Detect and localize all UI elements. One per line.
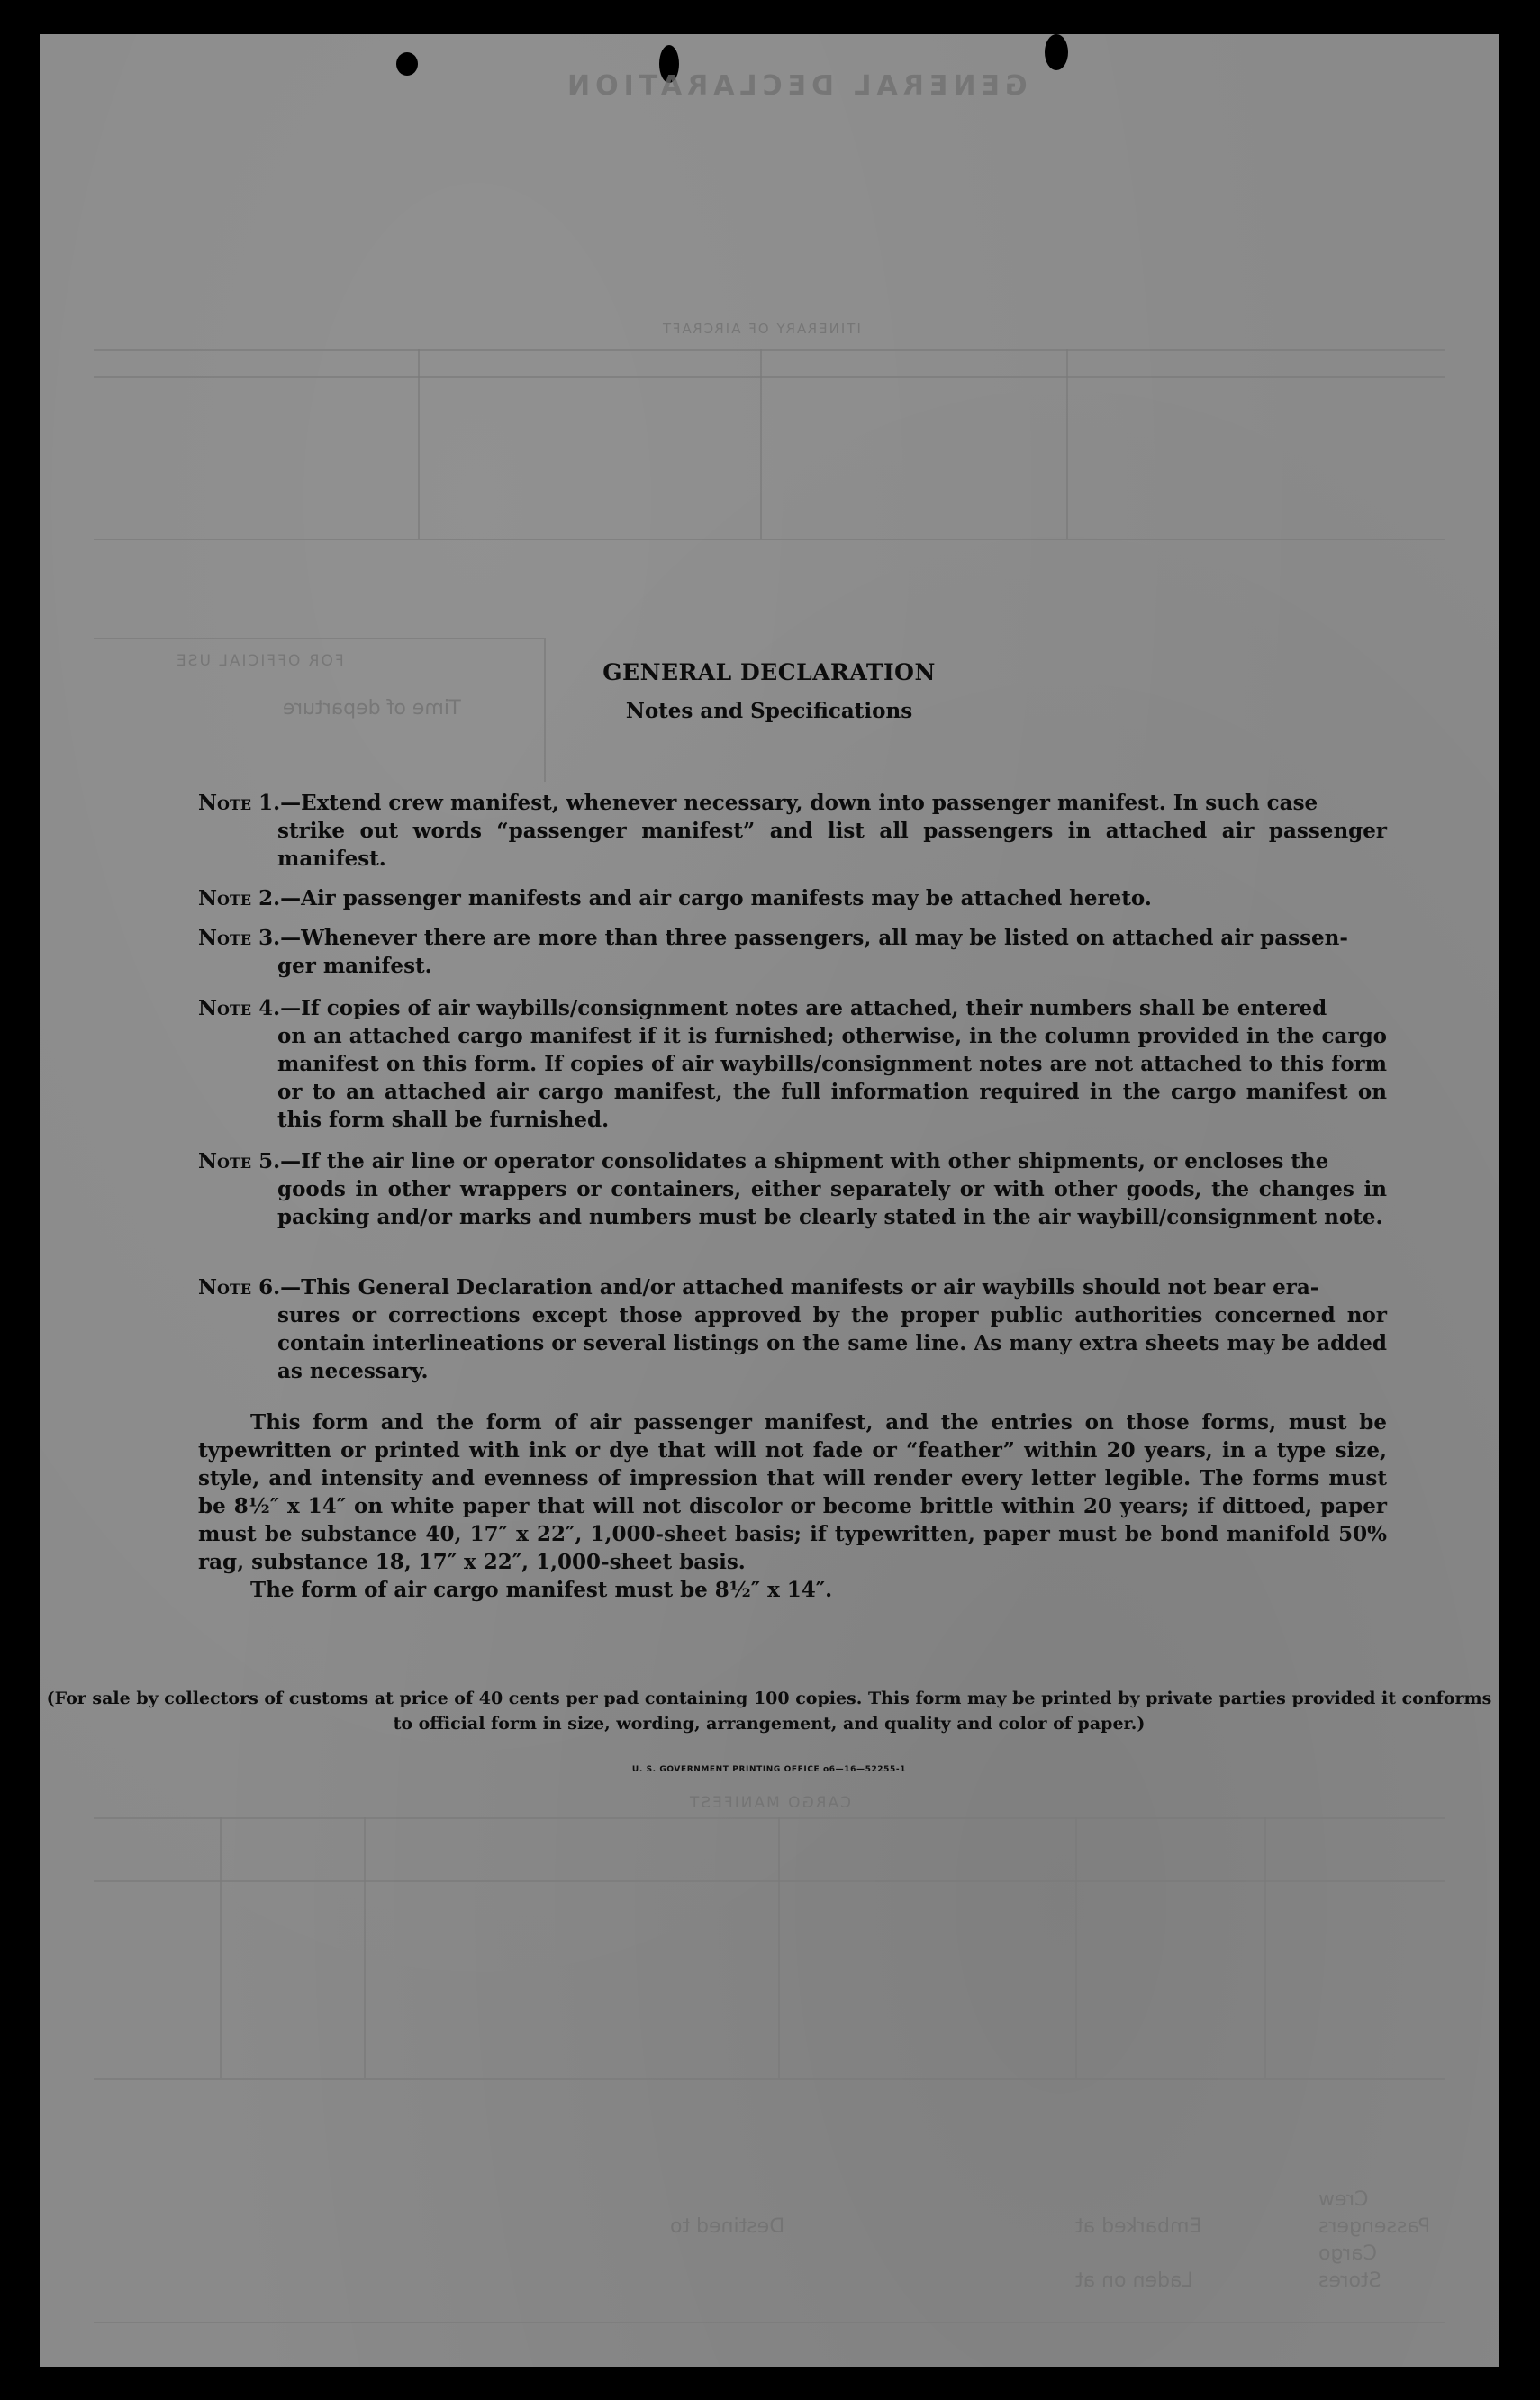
- note-4: [198, 994, 1387, 1134]
- ghost-column: [1264, 1817, 1266, 2078]
- note-label: Note 1.: [198, 791, 281, 815]
- ghost-column: [760, 349, 762, 539]
- document-page: [40, 34, 1499, 2367]
- ghost-itinerary: ITINERARY OF AIRCRAFT: [661, 321, 861, 337]
- note-6: [198, 1273, 1387, 1385]
- printing-office-line: U. S. GOVERNMENT PRINTING OFFICE o6—16—52255-1: [631, 1765, 907, 1774]
- note-text: —If copies of air waybills/consignment notes are attached, their numbers shall be entered: [280, 996, 1327, 1020]
- ghost-official-use: FOR OFFICIAL USE: [175, 652, 344, 670]
- ghost-column: [1075, 1817, 1077, 2078]
- specification-paragraph: This form and the form of air passenger manifest, and the entries on those forms, must be typewritten or printed with ink or dye that will not fade or “feather” within 20 years, in a type size, style, and intensity and evenness of impression that will render every letter legible. The forms must be 8½″ x 14″ on white paper that will not discolor or become brittle within 20 years; if dittoed, paper must be substance 40, 17″ x 22″, 1,000-sheet basis; if typewritten, paper must be bond manifold 50% rag, substance 18, 17″ x 22″, 1,000-sheet basis.: [198, 1410, 1387, 1574]
- ghost-rule: [94, 376, 1445, 378]
- ghost-cargo-label: Cargo: [1318, 2242, 1377, 2265]
- punch-hole-left: [396, 52, 418, 76]
- note-text: —Extend crew manifest, whenever necessary, down into passenger manifest. In such case: [280, 791, 1318, 815]
- note-continuation: goods in other wrappers or containers, either separately or with other goods, the changes in packing and/or marks and numbers must be clearly stated in the air waybill/consignment note.: [277, 1177, 1387, 1229]
- ghost-stores: Stores: [1318, 2269, 1381, 2292]
- ghost-passengers: Passengers: [1318, 2215, 1431, 2238]
- note-text: —This General Declaration and/or attached manifests or air waybills should not bear era-: [280, 1275, 1319, 1300]
- note-text: —Whenever there are more than three passengers, all may be listed on attached air passen-: [280, 926, 1348, 950]
- ghost-rule: [94, 539, 1445, 540]
- note-1: [198, 789, 1387, 873]
- ghost-destined: Destined to: [670, 2215, 785, 2238]
- ghost-rule: [94, 1817, 1445, 1819]
- sale-notice: (For sale by collectors of customs at price of 40 cents per pad containing 100 copies. This form may be printed by private parties provided it conforms to official form in size, wording, arrangement, and quality and color of paper.): [46, 1689, 1492, 1734]
- note-label: Note 6.: [198, 1275, 281, 1300]
- ghost-crew: Crew: [1318, 2188, 1369, 2211]
- note-label: Note 3.: [198, 926, 281, 950]
- ghost-time-departure: Time of departure: [283, 697, 461, 720]
- note-label: Note 2.: [198, 886, 281, 910]
- cargo-form-size-line: The form of air cargo manifest must be 8½″ x 14″.: [250, 1578, 833, 1602]
- punch-hole-right: [1045, 34, 1068, 70]
- ghost-rule: [94, 349, 1445, 351]
- note-label: Note 5.: [198, 1149, 281, 1173]
- ghost-embarked: Embarked at: [1075, 2215, 1202, 2238]
- ghost-heading: GENERAL DECLARATION: [562, 70, 1028, 102]
- ghost-column: [364, 1817, 366, 2078]
- note-continuation: strike out words “passenger manifest” and list all passengers in attached air passenger manifest.: [277, 819, 1387, 871]
- ghost-column: [778, 1817, 780, 2078]
- ghost-cargo-manifest: CARGO MANIFEST: [688, 1794, 851, 1812]
- note-2: [198, 884, 1387, 912]
- ghost-laden: Laden on at: [1075, 2269, 1193, 2292]
- note-text: —If the air line or operator consolidates a shipment with other shipments, or encloses the: [280, 1149, 1329, 1173]
- ghost-box: [94, 638, 544, 639]
- note-continuation: ger manifest.: [277, 954, 432, 978]
- ghost-column: [1066, 349, 1068, 539]
- note-continuation: sures or corrections except those approved by the proper public authorities concerned nor contain interlineations or several listings on the same line. As many extra sheets may be added as necessary.: [277, 1303, 1387, 1383]
- note-continuation: on an attached cargo manifest if it is furnished; otherwise, in the column provided in the cargo manifest on this form. If copies of air waybills/consignment notes are not attached to this form or to an attached air cargo manifest, the full information required in the cargo manifest on this form shall be furnished.: [277, 1024, 1387, 1132]
- ghost-rule: [94, 1880, 1445, 1882]
- page-title: GENERAL DECLARATION: [602, 659, 936, 685]
- page-subtitle: Notes and Specifications: [625, 699, 913, 723]
- ghost-rule: [94, 2322, 1445, 2323]
- note-label: Note 4.: [198, 996, 281, 1020]
- ghost-rule: [94, 2078, 1445, 2080]
- ghost-column: [418, 349, 420, 539]
- note-5: [198, 1147, 1387, 1231]
- note-3: [198, 924, 1387, 980]
- ghost-column: [220, 1817, 222, 2078]
- note-text: —Air passenger manifests and air cargo manifests may be attached hereto.: [280, 886, 1152, 910]
